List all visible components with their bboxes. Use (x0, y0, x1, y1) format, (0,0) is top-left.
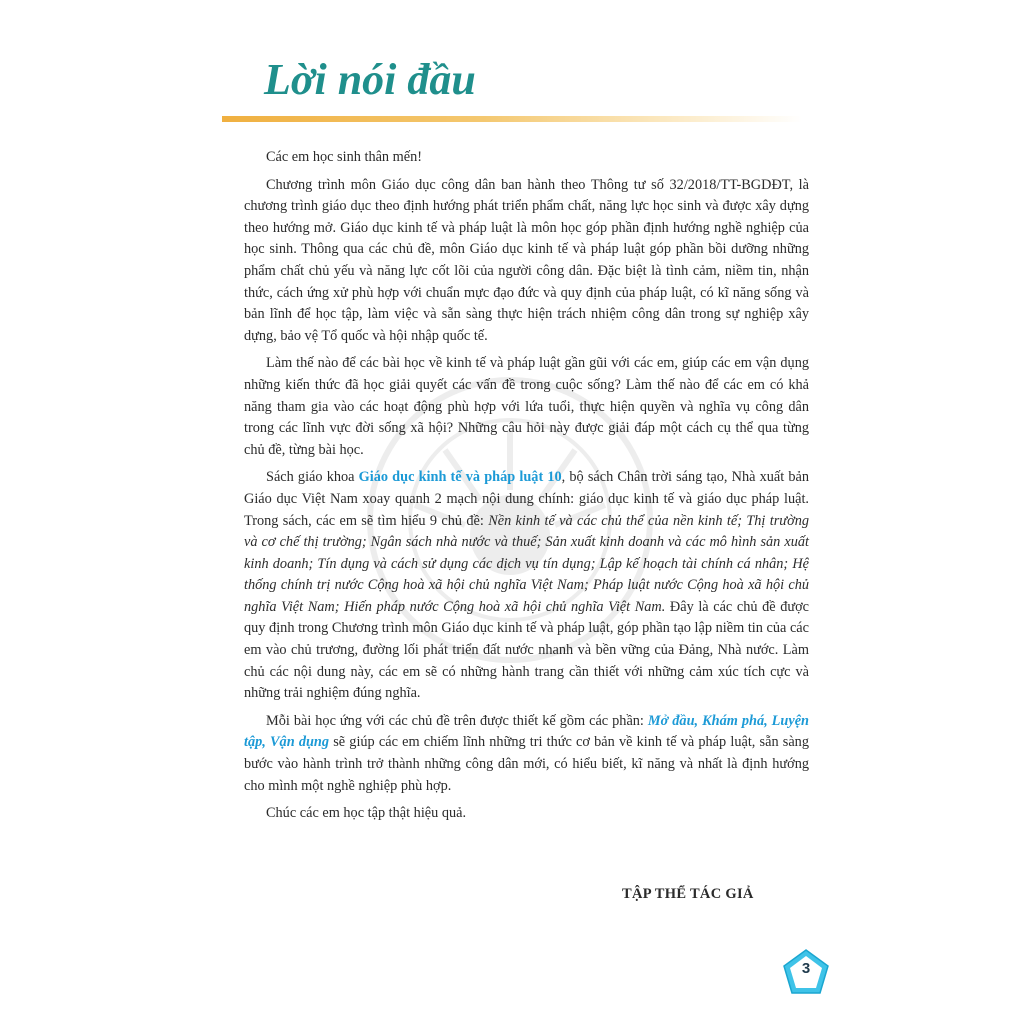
p4-lead: Mỗi bài học ứng với các chủ đề trên được thiết kế gồm các phần: (266, 712, 648, 729)
greeting: Các em học sinh thân mến! (266, 149, 423, 165)
topic-list: Nền kinh tế và các chủ thể của nền kinh tế; Thị trường và cơ chế thị trường; Ngân sách nhà nước và thuế; Sản xuất kinh doanh và các mô hình sản xuất kinh doanh; Tín dụng và cách sử dụng các dịch vụ tín dụng; Lập kế hoạch tài chính cá nhân; Hệ thống chính trị nước Cộng hoà xã hội chủ nghĩa Việt Nam; Pháp luật nước Cộng hoà xã hội chủ nghĩa Việt Nam; Hiến pháp nước Cộng hoà xã hội chủ nghĩa Việt Nam. (244, 512, 809, 615)
paragraph-3 (244, 467, 809, 705)
paragraph-4 (244, 711, 809, 797)
closing-line: Chúc các em học tập thật hiệu quả. (266, 805, 467, 822)
p3-tail: Đây là các chủ đề được quy định trong Chương trình môn Giáo dục kinh tế và pháp luật, góp phần tạo lập niềm tin của các em vào chủ trương, đường lối phát triển đất nước nhanh và bền vững của Đảng, Nhà nước. Làm chủ các nội dung này, các em sẽ có những hành trang cần thiết với những cảm xúc tích cực và những trải nghiệm đúng nghĩa. (244, 598, 810, 702)
paragraph-1: Chương trình môn Giáo dục công dân ban hành theo Thông tư số 32/2018/TT-BGDĐT, là chương trình giáo dục theo định hướng phát triển phẩm chất, năng lực học sinh và được xây dựng theo hướng mở. Giáo dục kinh tế và pháp luật là môn học góp phần định hướng nghề nghiệp của học sinh. Thông qua các chủ đề, môn Giáo dục kinh tế và pháp luật góp phần bồi dưỡng những phẩm chất chủ yếu và năng lực cốt lõi của người công dân. Đặc biệt là tình cảm, niềm tin, nhận thức, cách ứng xử phù hợp với chuẩn mực đạo đức và quy định của pháp luật, có kĩ năng sống và bản lĩnh để học tập, làm việc và sẵn sàng thực hiện trách nhiệm công dân trong sự nghiệp xây dựng, bảo vệ Tổ quốc và hội nhập quốc tế. (244, 176, 809, 344)
page-title: Lời nói đầu (264, 55, 476, 104)
lesson-sections: Mở đầu, Khám phá, Luyện tập, Vận dụng (244, 712, 809, 751)
author-signature: TẬP THỂ TÁC GIẢ (622, 886, 754, 902)
p4-tail: sẽ giúp các em chiếm lĩnh những tri thức cơ bản về kinh tế và pháp luật, sẵn sàng bước vào hành trình trở thành những công dân mới, có hiểu biết, kĩ năng và nhất là định hướng cho mình một nghề nghiệp phù hợp. (244, 734, 809, 794)
page-number: 3 (801, 960, 811, 977)
p3-lead: Sách giáo khoa (266, 469, 359, 486)
preface-body (244, 147, 809, 831)
paragraph-2: Làm thế nào để các bài học về kinh tế và pháp luật gần gũi với các em, giúp các em vận dụng những kiến thức đã học giải quyết các vấn đề trong cuộc sống? Làm thế nào để các em có khả năng tham gia vào các hoạt động phù hợp với lứa tuổi, thực hiện quyền và nghĩa vụ công dân trong các lĩnh vực đời sống xã hội? Những câu hỏi này được giải đáp một cách cụ thể qua từng chủ đề, từng bài học. (244, 355, 809, 458)
title-underline (222, 116, 802, 122)
book-title: Giáo dục kinh tế và pháp luật 10 (358, 469, 562, 486)
p3-after-title: , bộ sách Chân trời sáng tạo, Nhà xuất bản Giáo dục Việt Nam xoay quanh 2 mạch nội dung chính: giáo dục kinh tế và giáo dục pháp luật. Trong sách, các em sẽ tìm hiểu 9 chủ đề: (244, 469, 809, 529)
